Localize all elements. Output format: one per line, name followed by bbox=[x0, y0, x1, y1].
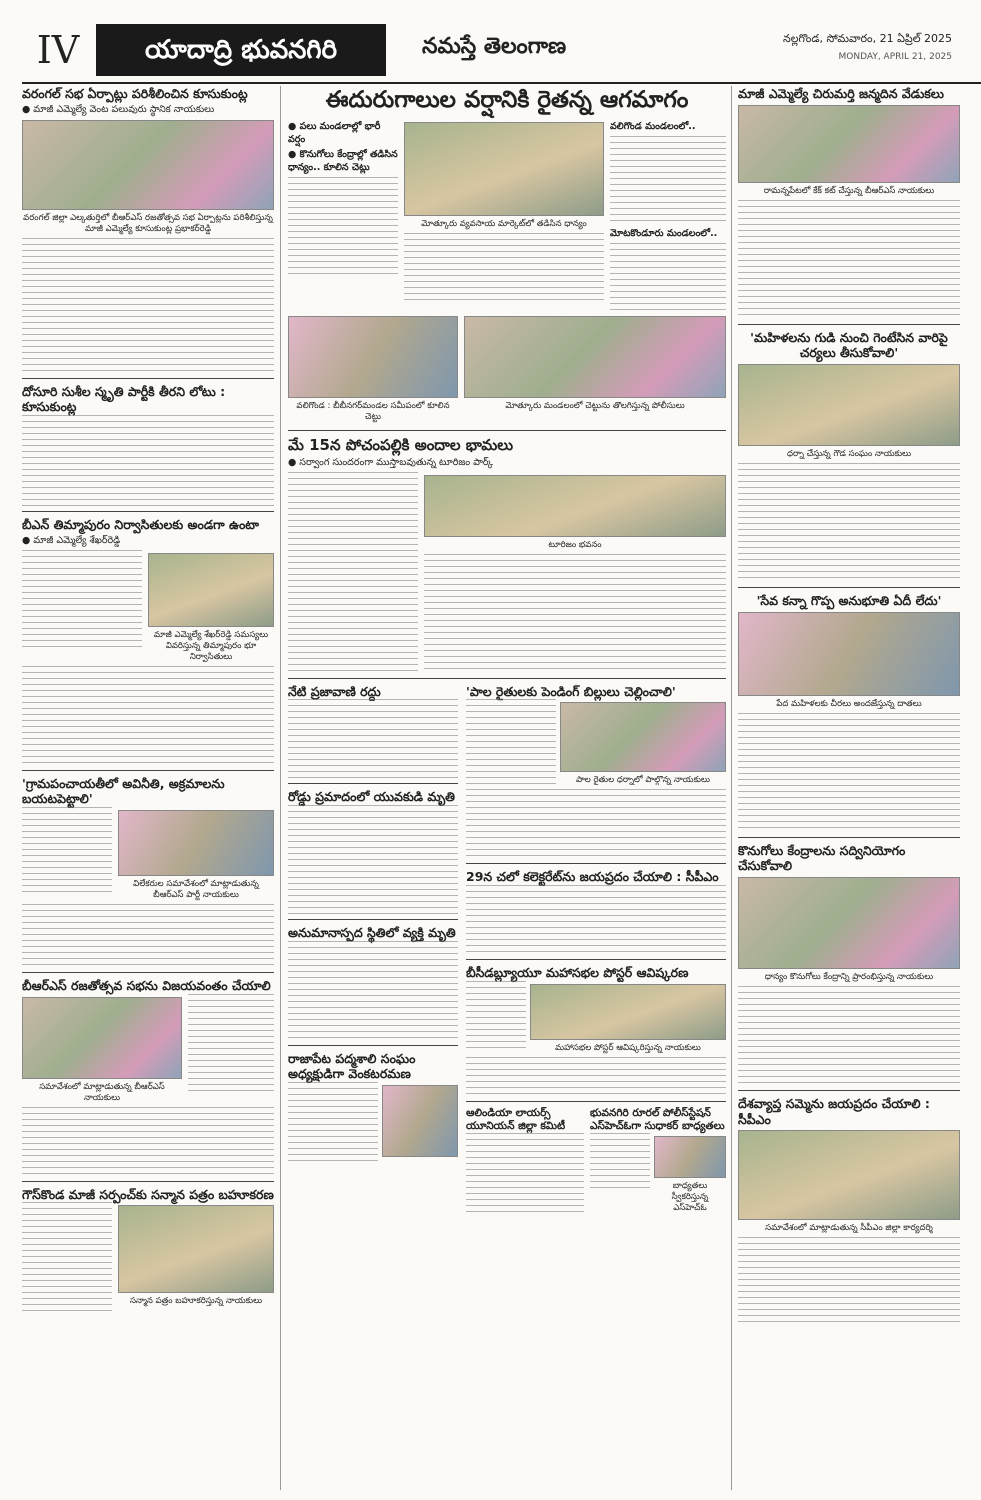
dateline bbox=[783, 32, 952, 62]
article-body bbox=[188, 994, 274, 1094]
article-headline: 'మహిళలను గుడి నుంచి గెంటేసిన వారిపై చర్యలు తీసుకోవాలి' bbox=[750, 329, 948, 361]
photo-caption: సమావేశంలో మాట్లాడుతున్న సీపీఎం జిల్లా కార్యదర్శి bbox=[765, 1223, 933, 1234]
article-chalo-collectorate bbox=[466, 869, 726, 960]
portrait-photo bbox=[382, 1085, 458, 1157]
bullet-point: ● కొనుగోలు కేంద్రాల్లో తడిసిన ధాన్యం.. కూలిన చెట్లు bbox=[288, 148, 398, 173]
article-suspicious-death bbox=[288, 925, 458, 1046]
article-headline: మాజీ ఎమ్మెల్యే చిరుమర్తి జన్మదిన వేడుకలు bbox=[738, 86, 944, 101]
center-column bbox=[288, 86, 726, 1490]
article-headline: రోడ్డు ప్రమాదంలో యువకుడి మృతి bbox=[288, 789, 455, 805]
masthead bbox=[22, 20, 981, 84]
news-photo bbox=[148, 553, 274, 627]
article-body bbox=[22, 666, 274, 766]
news-photo bbox=[738, 877, 960, 969]
lead-headline: ఈదురుగాలుల వర్షానికి రైతన్న ఆగమాగం bbox=[325, 87, 689, 113]
article-body bbox=[466, 1057, 726, 1097]
news-photo bbox=[22, 997, 182, 1079]
news-photo bbox=[738, 105, 960, 183]
article-headline: 'గ్రామపంచాయతీలో అవినీతి, అక్రమాలను బయటపెట్టాలి' bbox=[22, 775, 225, 807]
photo-caption: బాధ్యతలు స్వీకరిస్తున్న ఎస్‌హెచ్‌ఓ bbox=[671, 1180, 709, 1213]
article-body bbox=[22, 238, 274, 374]
article-headline: 'సేవ కన్నా గొప్ప అనుభూతి ఏదీ లేదు' bbox=[756, 592, 942, 608]
photo-caption: విలేకరుల సమావేశంలో మాట్లాడుతున్న బీఆర్‌ఎస్ పార్టీ నాయకులు bbox=[133, 878, 259, 901]
article-grain-centers bbox=[738, 843, 960, 1091]
article-grama-panchayat bbox=[22, 776, 274, 973]
article-body bbox=[22, 1107, 274, 1177]
page-number: IV bbox=[36, 28, 80, 72]
news-photo bbox=[738, 1130, 960, 1220]
article-bcwu-poster bbox=[466, 965, 726, 1102]
article-headline: కొనుగోలు కేంద్రాలను సద్వినియోగం చేసుకోవాలి bbox=[738, 842, 906, 874]
article-police-sho bbox=[590, 1107, 726, 1221]
news-photo bbox=[288, 316, 458, 398]
article-dosuri-susheela bbox=[22, 384, 274, 512]
photo-caption: ధాన్యం కొనుగోలు కేంద్రాన్ని ప్రారంభిస్తున్న నాయకులు bbox=[764, 971, 934, 982]
news-photo bbox=[738, 612, 960, 696]
article-headline: దోసూరి సుశీల స్మృతి పార్టీకి తీరని లోటు : కూసుకుంట్ల bbox=[22, 383, 226, 415]
district-banner: యాదాద్రి భువనగిరి bbox=[96, 24, 386, 76]
column-rule bbox=[731, 86, 732, 1490]
date-telugu: నల్లగొండ, సోమవారం, 21 ఏప్రిల్ 2025 bbox=[783, 32, 952, 45]
paper-name: నమస్తే తెలంగాణ bbox=[422, 34, 567, 59]
right-column bbox=[738, 86, 960, 1490]
photo-caption: మహాసభల పోస్టర్ ఆవిష్కరిస్తున్న నాయకులు bbox=[555, 1042, 701, 1053]
photo-caption: టూరిజం భవనం bbox=[548, 539, 602, 550]
article-chirumarthi-birthday bbox=[738, 86, 960, 325]
photo-caption: ధర్నా చేస్తున్న గౌడ సంఘం నాయకులు bbox=[786, 448, 912, 459]
bullet-point: ● పలు మండలాల్లో భారీ వర్షం bbox=[288, 120, 381, 145]
article-subhead: ● మాజీ ఎమ్మెల్యే శేఖర్‌రెడ్డి bbox=[22, 534, 121, 546]
left-column bbox=[22, 86, 274, 1490]
article-rain-damage bbox=[288, 86, 726, 431]
article-timmapuram bbox=[22, 517, 274, 771]
article-body bbox=[738, 200, 960, 320]
article-padmashali bbox=[288, 1051, 458, 1166]
news-photo bbox=[464, 316, 726, 398]
article-body bbox=[738, 463, 960, 583]
section-subhead: మోటకొండూరు మండలంలో.. bbox=[610, 227, 718, 239]
article-body bbox=[22, 1202, 112, 1312]
article-cpm-strike bbox=[738, 1096, 960, 1331]
photo-caption: పేద మహిళలకు చీరలు అందజేస్తున్న దాతలు bbox=[776, 698, 922, 709]
article-road-accident bbox=[288, 789, 458, 920]
article-body bbox=[22, 550, 142, 650]
article-headline: మే 15న పోచంపల్లికి అందాల భామలు bbox=[288, 435, 514, 454]
article-women-temple bbox=[738, 330, 960, 588]
article-body bbox=[288, 472, 418, 672]
news-photo bbox=[404, 122, 604, 216]
photo-caption: రామన్నపేటలో కేక్ కట్ చేస్తున్న బీఆర్‌ఎస్ నాయకులు bbox=[763, 185, 935, 196]
news-photo bbox=[118, 810, 274, 876]
photo-caption: సన్మాన పత్రం బహూకరిస్తున్న నాయకులు bbox=[129, 1296, 263, 1307]
article-body bbox=[288, 805, 458, 915]
article-subhead: ● మాజీ ఎమ్మెల్యే వెంట పలువురు స్థానిక నాయకులు bbox=[22, 103, 215, 115]
article-gauskonda-sarpanch bbox=[22, 1187, 274, 1317]
article-body bbox=[610, 243, 726, 313]
article-body bbox=[424, 554, 726, 674]
column-rule bbox=[280, 86, 281, 1490]
article-headline: ఆలిండియా లాయర్స్ యూనియన్ జిల్లా కమిటీ bbox=[466, 1106, 566, 1132]
article-body bbox=[22, 807, 112, 897]
article-headline: 29న చలో కలెక్టరేట్‌ను జయప్రదం చేయాలి : సీపీఎం bbox=[466, 869, 719, 885]
article-body bbox=[590, 1133, 650, 1193]
article-body bbox=[22, 415, 274, 507]
article-body bbox=[466, 981, 526, 1051]
article-milk-farmers bbox=[466, 684, 726, 865]
news-photo bbox=[22, 120, 274, 210]
article-body bbox=[466, 699, 556, 789]
article-body bbox=[404, 233, 604, 303]
article-headline: వరంగల్ సభ ఏర్పాట్లు పరిశీలించిన కూసుకుంట్ల bbox=[22, 86, 248, 101]
photo-caption: సమావేశంలో మాట్లాడుతున్న బీఆర్‌ఎస్ నాయకులు bbox=[39, 1081, 165, 1103]
news-photo bbox=[560, 702, 726, 772]
news-photo bbox=[424, 475, 726, 537]
photo-caption: మోత్కూరు మండలంలో చెట్టును తొలగిస్తున్న పోలీసులు bbox=[505, 400, 685, 411]
date-english: MONDAY, APRIL 21, 2025 bbox=[838, 52, 952, 62]
article-pochampally bbox=[288, 436, 726, 679]
article-headline: నేటి ప్రజావాణి రద్దు bbox=[288, 683, 381, 699]
article-seva bbox=[738, 593, 960, 838]
article-headline: 'పాల రైతులకు పెండింగ్ బిల్లులు చెల్లించాలి' bbox=[466, 683, 676, 699]
news-photo bbox=[118, 1205, 274, 1293]
article-subhead: ● సర్వాంగ సుందరంగా ముస్తాబవుతున్న టూరిజం పార్క్ bbox=[288, 456, 494, 468]
photo-caption: మాజీ ఎమ్మెల్యే శేఖర్‌రెడ్డి సమస్యలు వివరిస్తున్న తిమ్మాపురం భూ నిర్వాసితులు bbox=[153, 629, 269, 662]
article-kusukuntla-sabha bbox=[22, 86, 274, 379]
article-headline: బీసీడబ్ల్యూయూ మహాసభల పోస్టర్ ఆవిష్కరణ bbox=[466, 964, 689, 980]
article-body bbox=[738, 713, 960, 833]
article-lawyers-union bbox=[466, 1107, 584, 1221]
article-headline: రాజాపేట పద్మశాలి సంఘం అధ్యక్షుడిగా వెంకటరమణ bbox=[288, 1050, 416, 1082]
photo-caption: వరంగల్ జిల్లా ఎల్కతుర్తిలో బీఆర్‌ఎస్ రజతోత్సవ సభ ఏర్పాట్లను పరిశీలిస్తున్న మాజీ ఎమ్మెల్యే కూసుకుంట్ల ప్రభాకర్‌రెడ్డి bbox=[23, 212, 273, 234]
article-headline: బీఎన్ తిమ్మాపురం నిర్వాసితులకు అండగా ఉంటా bbox=[22, 516, 259, 532]
article-body bbox=[738, 986, 960, 1086]
article-body bbox=[288, 1082, 378, 1162]
news-photo bbox=[738, 364, 960, 446]
article-body bbox=[288, 177, 398, 277]
article-headline: అనుమానాస్పద స్థితిలో వ్యక్తి మృతి bbox=[288, 924, 456, 940]
news-photo bbox=[530, 984, 726, 1040]
article-body bbox=[288, 699, 458, 779]
news-photo bbox=[654, 1136, 726, 1178]
photo-caption: మోత్కూరు వ్యవసాయ మార్కెట్‌లో తడిసిన ధాన్యం bbox=[421, 218, 587, 229]
article-body bbox=[22, 904, 274, 968]
photo-caption: పాల రైతుల ధర్నాలో పాల్గొన్న నాయకులు bbox=[576, 775, 710, 786]
article-body bbox=[466, 885, 726, 955]
article-headline: దేశవ్యాప్త సమ్మెను జయప్రదం చేయాలి : సీపీఎం bbox=[738, 1095, 930, 1127]
article-rajatotsava-sabha bbox=[22, 978, 274, 1182]
photo-caption: వలిగొండ : బీబీనగర్‌మండల సమీపంలో కూలిన చెట్టు bbox=[296, 400, 450, 422]
article-body bbox=[610, 136, 726, 226]
article-body bbox=[738, 1237, 960, 1327]
article-body bbox=[288, 941, 458, 1041]
article-headline: భువనగిరి రూరల్ పోలీస్‌స్టేషన్ ఎస్‌హెచ్‌ఓగా సుధాకర్ బాధ్యతలు bbox=[590, 1106, 725, 1132]
section-subhead: వలిగొండ మండలంలో.. bbox=[610, 120, 696, 132]
article-headline: గౌస్‌కొండ మాజీ సర్పంచ్‌కు సన్మాన పత్రం బహూకరణ bbox=[22, 1186, 274, 1202]
article-body bbox=[466, 789, 726, 859]
article-headline: బీఆర్‌ఎస్ రజతోత్సవ సభను విజయవంతం చేయాలి bbox=[22, 978, 271, 994]
article-body bbox=[466, 1133, 584, 1213]
article-prajavani bbox=[288, 684, 458, 785]
